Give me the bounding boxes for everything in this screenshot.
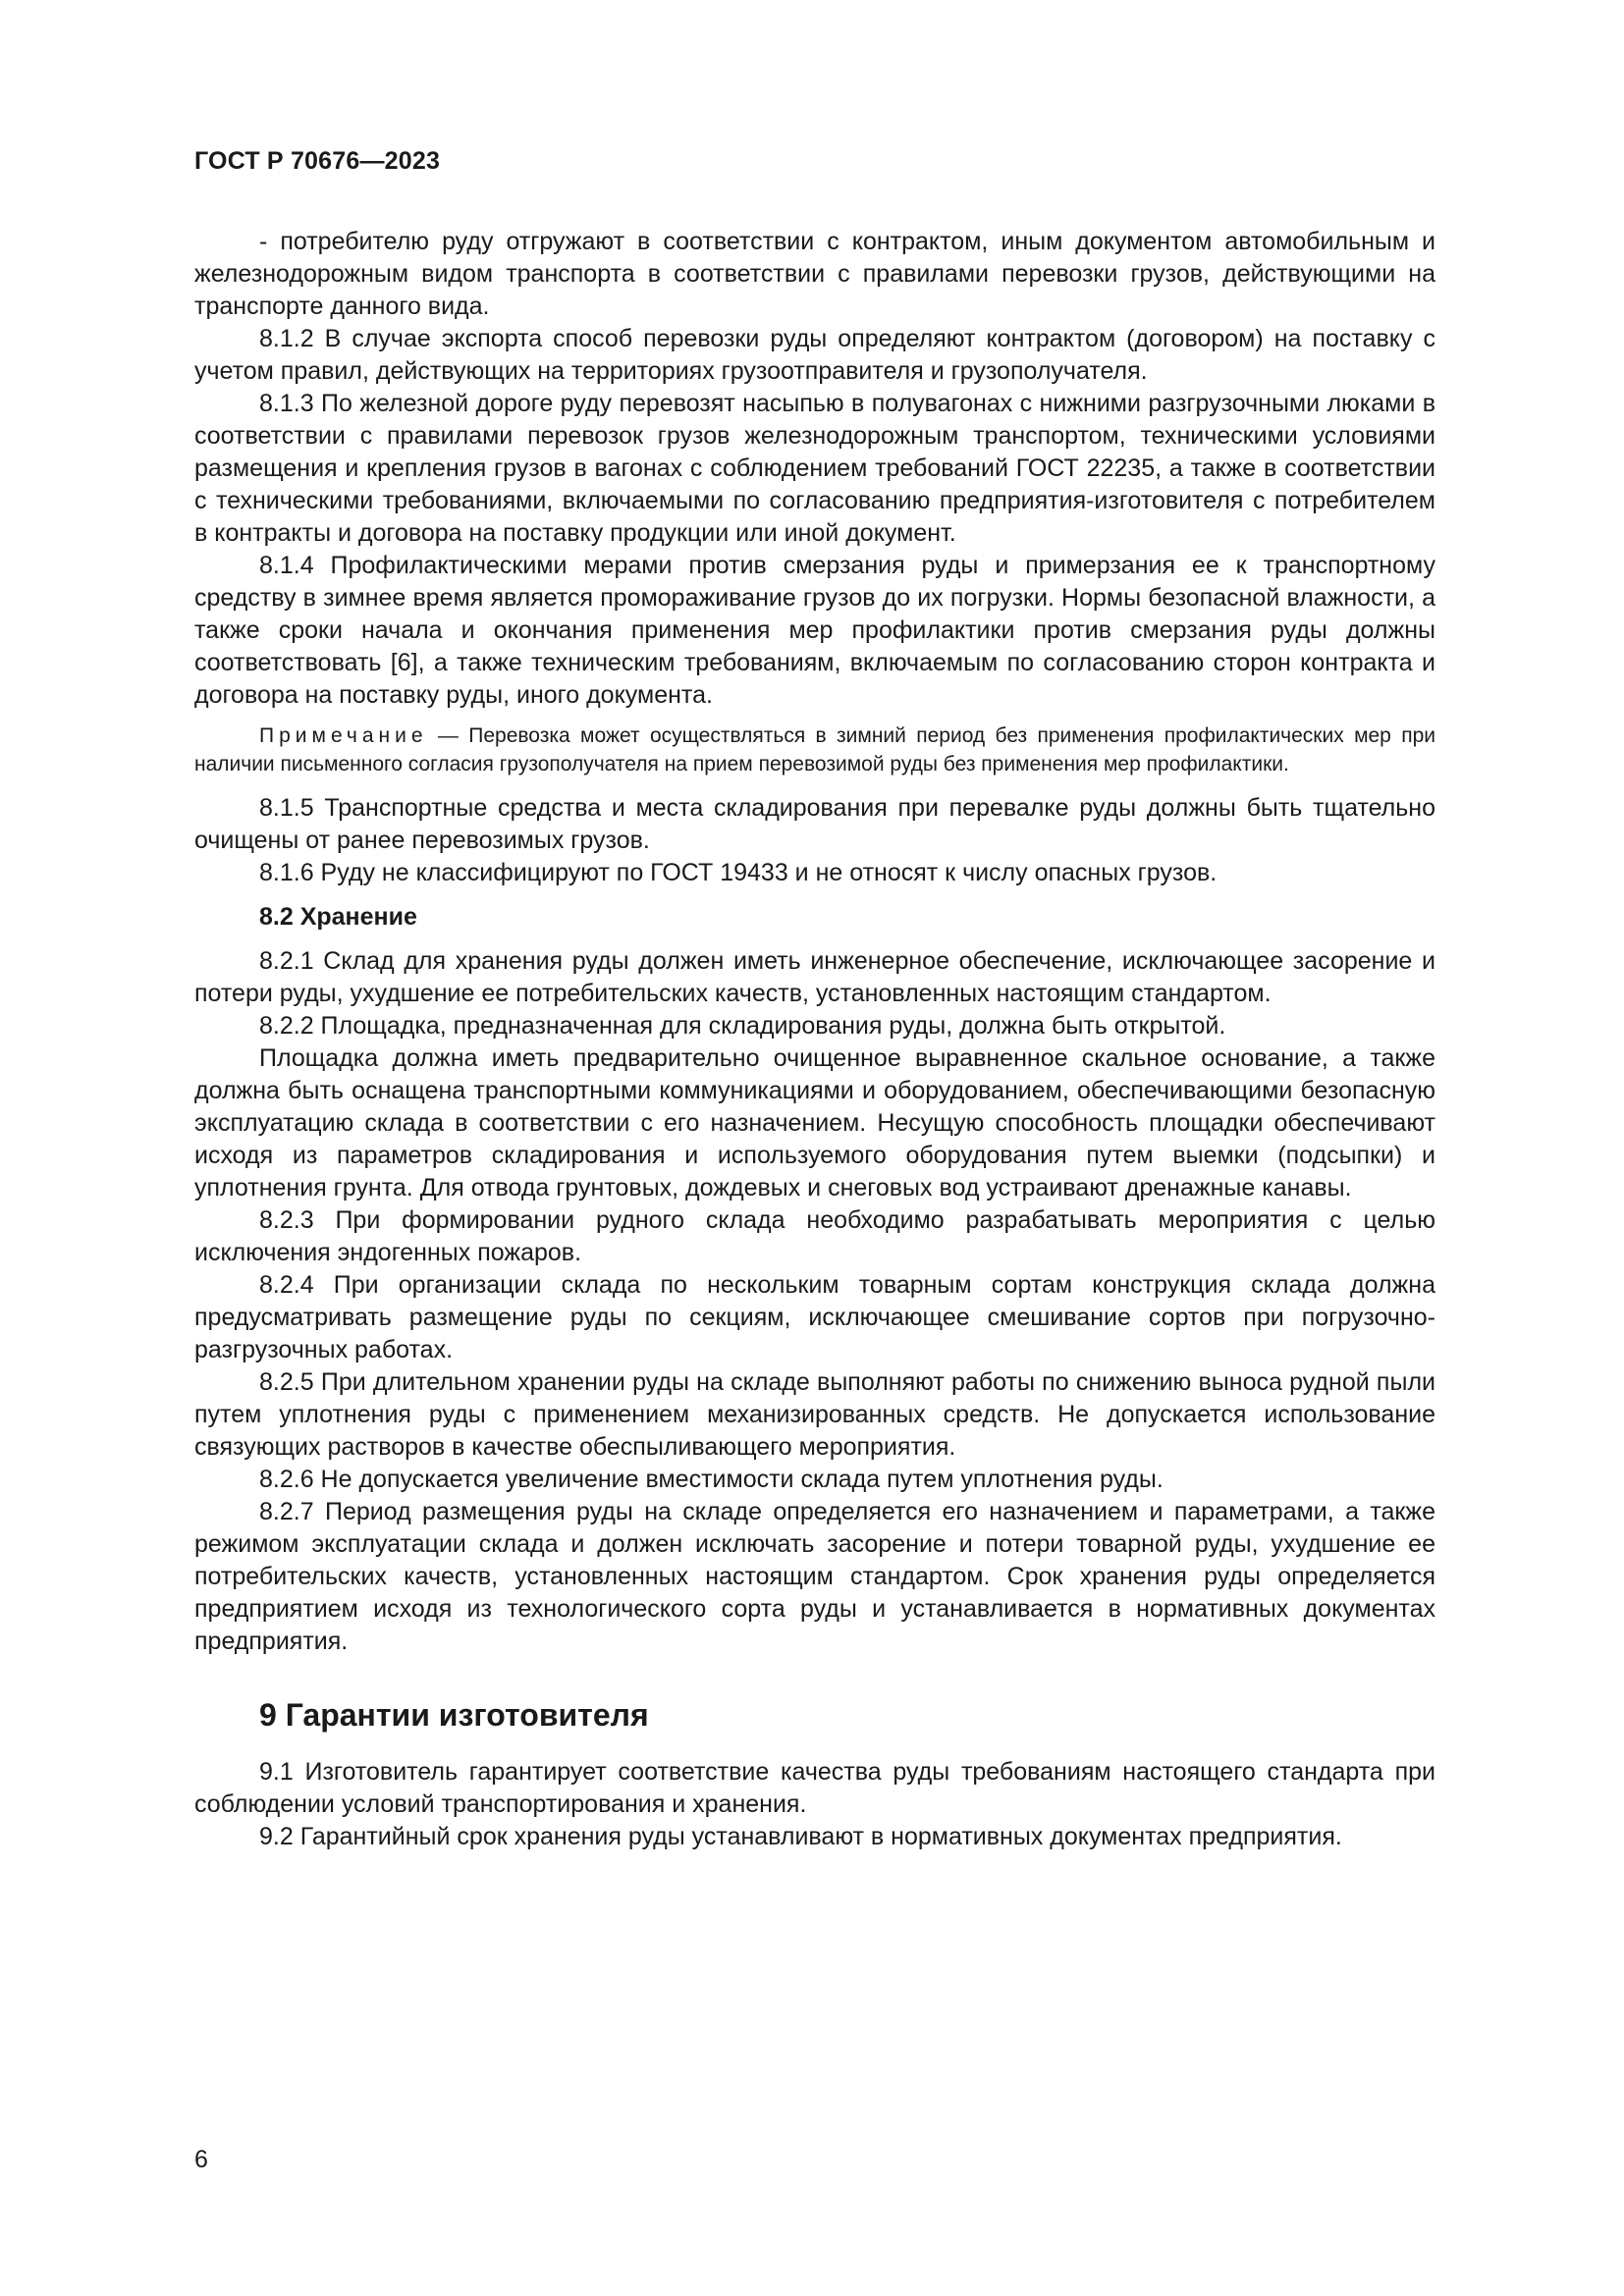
paragraph-8-2-3: 8.2.3 При формировании рудного склада необходимо разрабатывать мероприятия с целью исключения эндогенных пожаров. bbox=[194, 1206, 1435, 1266]
page-number: 6 bbox=[194, 2146, 208, 2173]
note bbox=[194, 721, 1435, 778]
paragraph-8-2-2: 8.2.2 Площадка, предназначенная для складирования руды, должна быть открытой. bbox=[259, 1012, 1226, 1040]
section-heading-9: 9 Гарантии изготовителя bbox=[259, 1697, 649, 1733]
paragraph-8-2-7: 8.2.7 Период размещения руды на складе определяется его назначением и параметрами, а также режимом эксплуатации склада и должен исключать засорение и потери товарной руды, ухудшение ее потребительских качеств, установленных настоящим стандартом. Срок хранения руды определяется предприятием исходя из технологического сорта руды и устанавливается в нормативных документах предприятия. bbox=[194, 1498, 1435, 1655]
paragraph-9-2: 9.2 Гарантийный срок хранения руды устанавливают в нормативных документах предприятия. bbox=[259, 1823, 1342, 1850]
paragraph-8-2-6: 8.2.6 Не допускается увеличение вместимости склада путем уплотнения руды. bbox=[259, 1466, 1164, 1493]
paragraph-8-2-1: 8.2.1 Склад для хранения руды должен иметь инженерное обеспечение, исключающее засорение и потери руды, ухудшение ее потребительских качеств, установленных настоящим стандартом. bbox=[194, 947, 1435, 1007]
paragraph-8-1-2: 8.1.2 В случае экспорта способ перевозки руды определяют контрактом (договором) на поставку с учетом правил, действующих на территориях грузоотправителя и грузополучателя. bbox=[194, 325, 1435, 385]
note-label: Примечание bbox=[259, 724, 428, 747]
paragraph-8-1-6: 8.1.6 Руду не классифицируют по ГОСТ 19433 и не относят к числу опасных грузов. bbox=[259, 859, 1218, 886]
subsection-heading-8-2: 8.2 Хранение bbox=[259, 903, 417, 931]
paragraph-8-1-3: 8.1.3 По железной дороге руду перевозят насыпью в полувагонах с нижними разгрузочными люками в соответствии с правилами перевозок грузов железнодорожным транспортом, техническими условиями размещения и крепления грузов в вагонах с соблюдением требований ГОСТ 22235, а также в соответствии с техническими требованиями, включаемыми по согласованию предприятия-изготовителя с потребителем в контракты и договора на поставку продукции или иной документ. bbox=[194, 390, 1435, 547]
paragraph-8-2-4: 8.2.4 При организации склада по нескольким товарным сортам конструкция склада должна предусматривать размещение руды по секциям, исключающее смешивание сортов при погрузочно-разгрузочных работах. bbox=[194, 1271, 1435, 1363]
paragraph-8-2-5: 8.2.5 При длительном хранении руды на складе выполняют работы по снижению выноса рудной пыли путем уплотнения руды с применением механизированных средств. Не допускается использование связующих растворов в качестве обеспыливающего мероприятия. bbox=[194, 1368, 1435, 1461]
paragraph-delivery-consumer: - потребителю руду отгружают в соответствии с контрактом, иным документом автомобильным и железнодорожным видом транспорта в соответствии с правилами перевозки грузов, действующими на транспорте данного вида. bbox=[194, 228, 1435, 320]
paragraph-8-2-2-continued: Площадка должна иметь предварительно очищенное выравненное скальное основание, а также должна быть оснащена транспортными коммуникациями и оборудованием, обеспечивающими безопасную эксплуатацию склада в соответствии с его назначением. Несущую способность площадки обеспечивают исходя из параметров складирования и используемого оборудования путем выемки (подсыпки) и уплотнения грунта. Для отвода грунтовых, дождевых и снеговых вод устраивают дренажные канавы. bbox=[194, 1044, 1435, 1201]
paragraph-8-1-5: 8.1.5 Транспортные средства и места складирования при перевалке руды должны быть тщательно очищены от ранее перевозимых грузов. bbox=[194, 794, 1435, 854]
paragraph-9-1: 9.1 Изготовитель гарантирует соответствие качества руды требованиям настоящего стандарта при соблюдении условий транспортирования и хранения. bbox=[194, 1758, 1435, 1818]
document-body bbox=[194, 226, 1435, 1853]
note-text: — Перевозка может осуществляться в зимний период без применения профилактических мер при наличии письменного согласия грузополучателя на прием перевозимой руды без применения мер профилактики. bbox=[194, 724, 1435, 775]
paragraph-8-1-4: 8.1.4 Профилактическими мерами против смерзания руды и примерзания ее к транспортному средству в зимнее время является промораживание грузов до их погрузки. Нормы безопасной влажности, а также сроки начала и окончания применения мер профилактики против смерзания руды должны соответствовать [6], а также техническим требованиям, включаемым по согласованию сторон контракта и договора на поставку руды, иного документа. bbox=[194, 552, 1435, 709]
document-header-standard-id: ГОСТ Р 70676—2023 bbox=[194, 147, 441, 175]
